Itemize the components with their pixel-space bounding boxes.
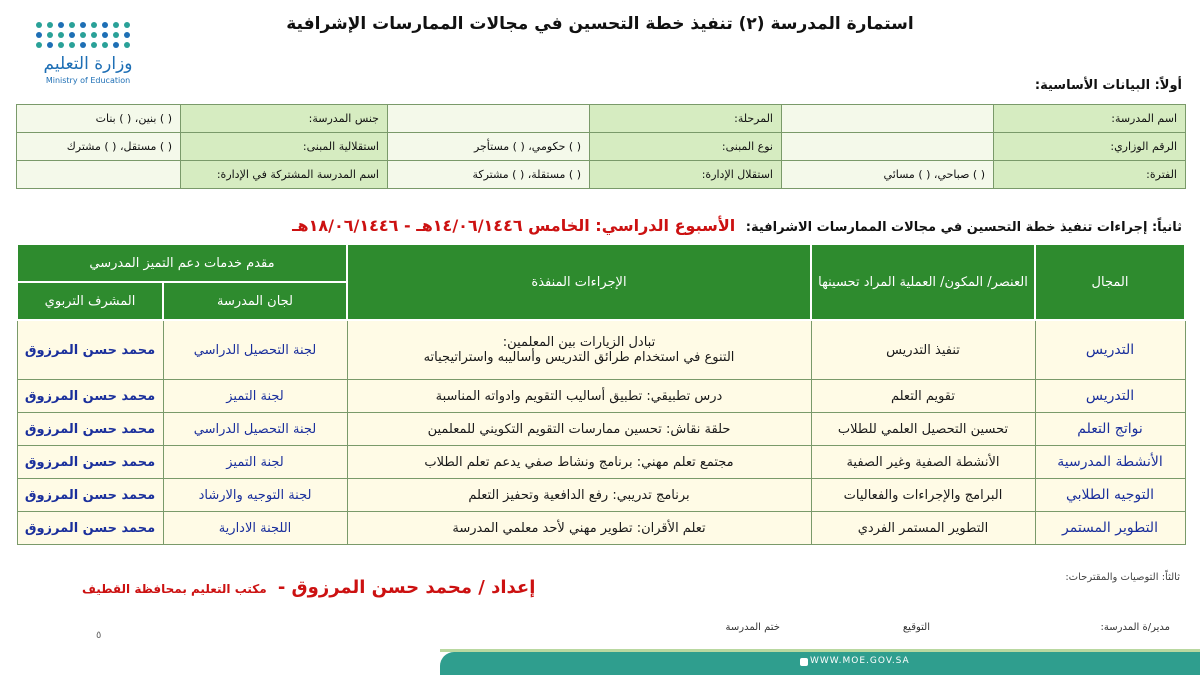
procedures-cell: حلقة نقاش: تحسين ممارسات التقويم التكويني للمعلمين — [347, 413, 811, 446]
supervisor-cell: محمد حسن المرزوق — [17, 320, 163, 380]
committee-cell: لجنة التحصيل الدراسي — [163, 320, 347, 380]
element-cell: البرامج والإجراءات والفعاليات — [811, 479, 1035, 512]
director-signature-field[interactable]: مدير/ة المدرسة: — [1100, 622, 1170, 633]
header-row — [17, 244, 1185, 282]
stage-label: المرحلة: — [590, 105, 782, 133]
procedures-cell: برنامج تدريبي: رفع الدافعية وتحفيز التعلم — [347, 479, 811, 512]
header-provider: مقدم خدمات دعم التميز المدرسي — [17, 244, 347, 282]
period-label: الفترة: — [994, 161, 1186, 189]
supervisor-cell: محمد حسن المرزوق — [17, 446, 163, 479]
section-procedures-heading — [292, 216, 1182, 235]
domain-cell: التطوير المستمر — [1035, 512, 1185, 545]
table-row — [17, 320, 1185, 380]
procedures-line: التنوع في استخدام طرائق التدريس وأساليبه واستراتيجياته — [423, 350, 735, 365]
school-name-field[interactable] — [782, 105, 994, 133]
logo-english: Ministry of Education — [45, 76, 131, 85]
committee-cell: لجنة التميز — [163, 380, 347, 413]
header-domain: المجال — [1035, 244, 1185, 320]
week-label: الأسبوع الدراسي: الخامس ١٤/٠٦/١٤٤٦هـ - ١٨/٠٦/١٤٤٦هـ — [292, 216, 736, 235]
building-type-label: نوع المبنى: — [590, 133, 782, 161]
admin-independence-field[interactable]: ( ) مستقلة، ( ) مشتركة — [388, 161, 590, 189]
globe-icon — [800, 658, 808, 666]
admin-independence-label: استقلال الإدارة: — [590, 161, 782, 189]
table-row — [17, 446, 1185, 479]
prepared-by — [82, 577, 535, 598]
table-row — [17, 413, 1185, 446]
domain-cell: التوجيه الطلابي — [1035, 479, 1185, 512]
page-title: استمارة المدرسة (٢) تنفيذ خطة التحسين في مجالات الممارسات الإشرافية — [286, 14, 914, 34]
procedures-line: تبادل الزيارات بين المعلمين: — [502, 335, 656, 350]
info-row — [17, 133, 1186, 161]
ministry-number-field[interactable] — [782, 133, 994, 161]
page-number: ٥ — [96, 630, 102, 641]
element-cell: الأنشطة الصفية وغير الصفية — [811, 446, 1035, 479]
footer-bar — [440, 652, 1200, 675]
footer-divider — [440, 649, 1200, 652]
building-type-field[interactable]: ( ) حكومي، ( ) مستأجر — [388, 133, 590, 161]
shared-school-label: اسم المدرسة المشتركة في الإدارة: — [181, 161, 388, 189]
domain-cell: التدريس — [1035, 320, 1185, 380]
recommendations-label: ثالثاً: التوصيات والمقترحات: — [1065, 572, 1180, 583]
committee-cell: لجنة التميز — [163, 446, 347, 479]
domain-cell: نواتج التعلم — [1035, 413, 1185, 446]
table-row — [17, 512, 1185, 545]
gender-label: جنس المدرسة: — [181, 105, 388, 133]
supervisor-cell: محمد حسن المرزوق — [17, 413, 163, 446]
header-committees: لجان المدرسة — [163, 282, 347, 320]
procedures-cell: درس تطبيقي: تطبيق أساليب التقويم وادواته المناسبة — [347, 380, 811, 413]
ministry-logo — [28, 22, 148, 102]
element-cell: تنفيذ التدريس — [811, 320, 1035, 380]
info-row — [17, 105, 1186, 133]
element-cell: تقويم التعلم — [811, 380, 1035, 413]
building-independence-field[interactable]: ( ) مستقل، ( ) مشترك — [17, 133, 181, 161]
element-cell: التطوير المستمر الفردي — [811, 512, 1035, 545]
stage-field[interactable] — [388, 105, 590, 133]
header-procedures: الإجراءات المنفذة — [347, 244, 811, 320]
ministry-number-label: الرقم الوزاري: — [994, 133, 1186, 161]
procedures-cell: مجتمع تعلم مهني: برنامج ونشاط صفي يدعم تعلم الطلاب — [347, 446, 811, 479]
period-field[interactable]: ( ) صباحي، ( ) مسائي — [782, 161, 994, 189]
procedures-table — [16, 243, 1186, 545]
supervisor-cell: محمد حسن المرزوق — [17, 512, 163, 545]
logo-arabic: وزارة التعليم — [43, 54, 133, 74]
element-cell: تحسين التحصيل العلمي للطلاب — [811, 413, 1035, 446]
procedures-label: ثانياً: إجراءات تنفيذ خطة التحسين في مجالات الممارسات الاشرافية: — [745, 220, 1182, 235]
school-stamp-field[interactable]: ختم المدرسة — [725, 622, 780, 633]
header-element: العنصر/ المكون/ العملية المراد تحسينها — [811, 244, 1035, 320]
table-row — [17, 479, 1185, 512]
prepared-by-office: مكتب التعليم بمحافظة القطيف — [82, 582, 267, 596]
header-supervisor: المشرف التربوي — [17, 282, 163, 320]
section-basic-data-heading: أولاً: البيانات الأساسية: — [1034, 78, 1182, 93]
basic-data-table — [16, 104, 1186, 189]
gender-field[interactable]: ( ) بنين، ( ) بنات — [17, 105, 181, 133]
committee-cell: اللجنة الادارية — [163, 512, 347, 545]
prepared-by-name: إعداد / محمد حسن المرزوق - — [277, 577, 536, 598]
footer-url[interactable]: WWW.MOE.GOV.SA — [810, 656, 910, 666]
school-name-label: اسم المدرسة: — [994, 105, 1186, 133]
domain-cell: التدريس — [1035, 380, 1185, 413]
domain-cell: الأنشطة المدرسية — [1035, 446, 1185, 479]
logo-dots-icon — [36, 22, 148, 48]
table-row — [17, 380, 1185, 413]
committee-cell: لجنة التحصيل الدراسي — [163, 413, 347, 446]
supervisor-cell: محمد حسن المرزوق — [17, 380, 163, 413]
procedures-cell — [347, 320, 811, 380]
supervisor-cell: محمد حسن المرزوق — [17, 479, 163, 512]
signature-field[interactable]: التوقيع — [902, 622, 930, 633]
building-independence-label: استقلالية المبنى: — [181, 133, 388, 161]
committee-cell: لجنة التوجيه والارشاد — [163, 479, 347, 512]
procedures-cell: تعلم الأقران: تطوير مهني لأحد معلمي المدرسة — [347, 512, 811, 545]
shared-school-field[interactable] — [17, 161, 181, 189]
info-row — [17, 161, 1186, 189]
